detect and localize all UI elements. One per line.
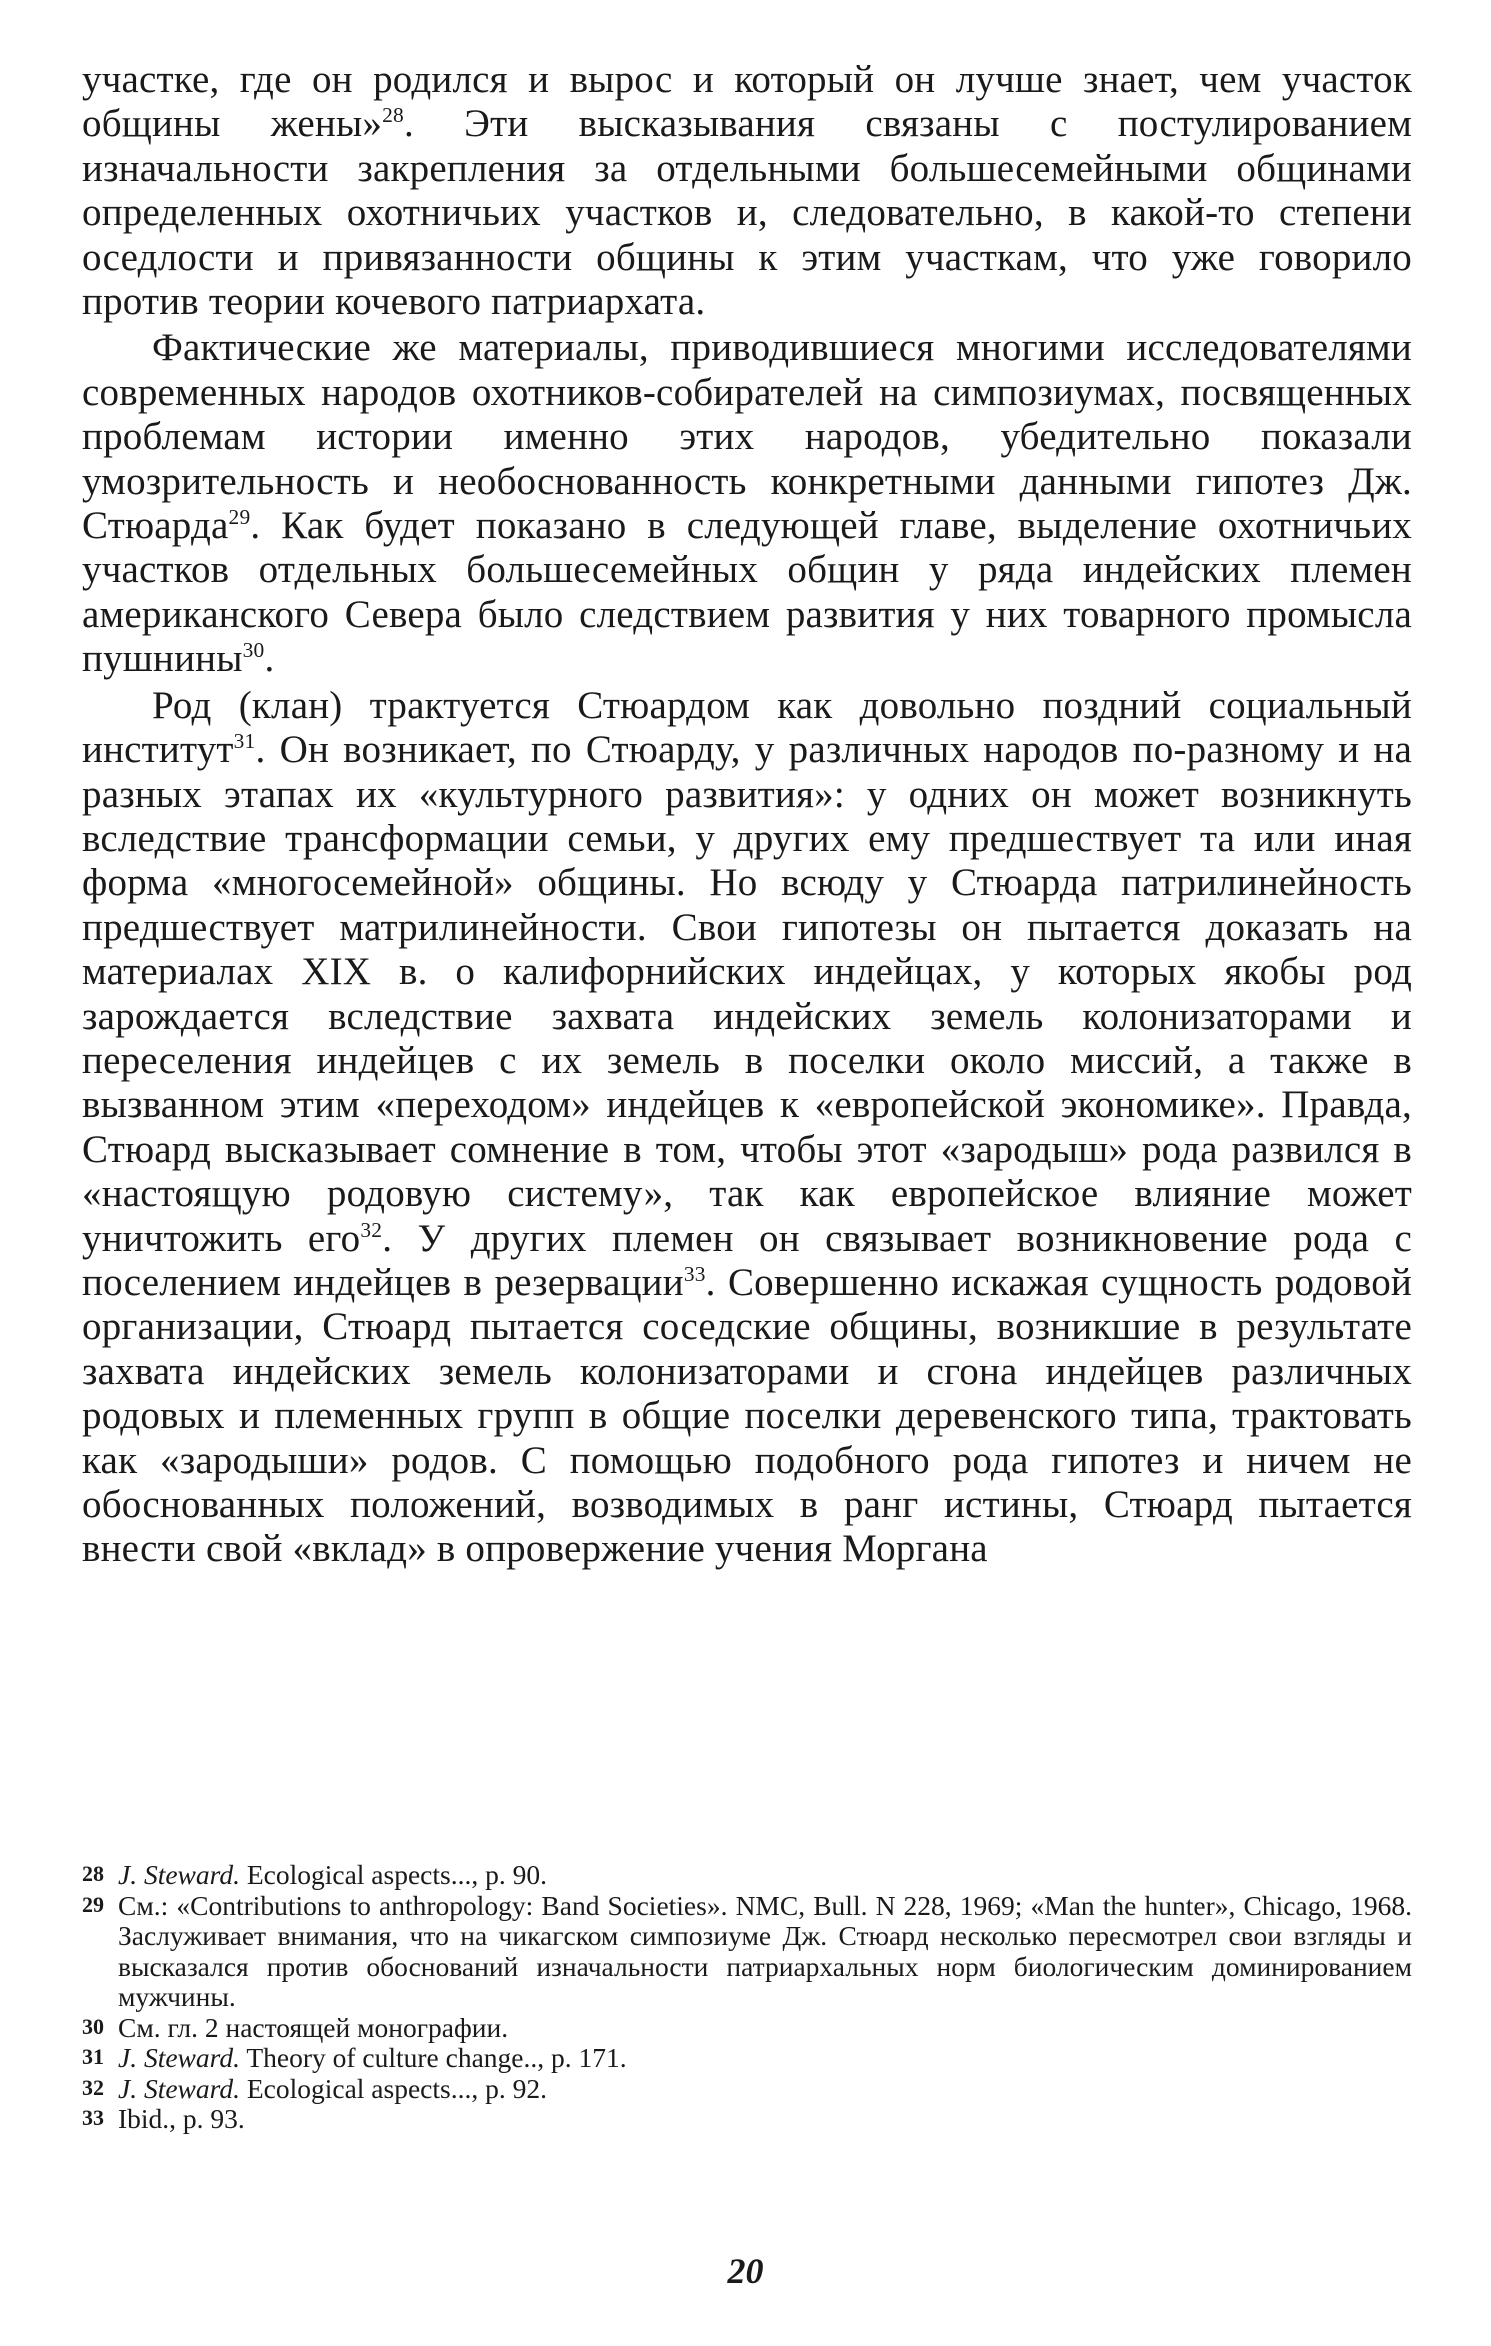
page-number: 20 [727, 2251, 764, 2291]
text-run: Род (клан) трактуется Стюардом как довольно поздний социальный институт [82, 683, 1412, 772]
footnote [82, 2043, 1412, 2074]
footnote-text [118, 2104, 1412, 2135]
footnote-number: 29 [82, 1891, 104, 1917]
footnote-reference: 33 [683, 1261, 706, 1286]
text-run: См. гл. 2 настоящей монографии. [118, 2011, 509, 2043]
footnote-number: 30 [82, 2013, 104, 2039]
footnote [82, 1860, 1412, 1891]
text-run: . Эти высказывания связаны с постулированием изначальности закрепления за отдельными большесемейными общинами определенных охотничьих участков и, следовательно, в какой-то степени оседлости и привязанности общины к этим участкам, что уже говорило против теории кочевого патриархата. [82, 102, 1412, 324]
footnotes [82, 1860, 1412, 2135]
text-run: Ecological aspects..., p. 92. [239, 2072, 547, 2104]
paragraph [82, 684, 1412, 1572]
paragraph [82, 58, 1412, 324]
text-run: . Совершенно искажая сущность родовой организации, Стюард пытается соседские общины, возникшие в результате захвата индейских земель колонизаторами и сгона индейцев различных родовых и племенных групп в общие поселки деревенского типа, трактовать как «зародыши» родов. С помощью подобного рода гипотез и ничем не обоснованных положений, возводимых в ранг истины, Стюард пытается внести свой «вклад» в опровержение учения Моргана [82, 1260, 1412, 1571]
text-run: . У других племен он связывает возникновение рода с поселением индейцев в резервации [82, 1216, 1412, 1304]
text-run: участке, где он родился и вырос и который он лучше знает, чем участок общины жены» [82, 58, 1412, 146]
text-run: . Он возникает, по Стюарду, у различных народов по-разному и на разных этапах их «культурного развития»: у одних он может возникнуть вследствие трансформации семьи, у других ему предшествует та или иная форма «многосемейной» общины. Но всюду у Стюарда патрилинейность предшествует матрилинейности. Свои гипотезы он пытается доказать на материалах XIX в. о калифорнийских индейцах, у которых якобы род зарождается вследствие захвата индейских земель колонизаторами и переселения индейцев с их земель в поселки около миссий, а также в вызванном этим «переходом» индейцев к «европейской экономике». Правда, Стюард высказывает сомнение в том, чтобы этот «зародыш» рода развился в «настоящую родовую систему», так как европейское влияние может уничтожить его [82, 728, 1412, 1260]
footnote-text [118, 2074, 1412, 2105]
author-name: J. Steward. [118, 1859, 240, 1890]
footnote-number: 31 [82, 2044, 104, 2069]
footnote-text [118, 2043, 1412, 2074]
text-run: Ibid., p. 93. [118, 2103, 245, 2134]
footnote-number: 33 [82, 2105, 104, 2130]
main-text [82, 58, 1412, 1572]
text-run: Theory of culture change.., p. 171. [239, 2042, 627, 2073]
footnote-reference: 28 [382, 103, 404, 128]
footnote-reference: 32 [360, 1217, 383, 1242]
text-run: См.: «Contributions to anthropology: Band Societies». NMC, Bull. N 228, 1969; «Man the hunter», Chicago, 1968. Заслуживает внимания, что на чикагском симпозиуме Дж. Стюард несколько пересмотрел свои взгляды и высказался против обоснований изначальности патриархальных норм биологическим доминированием мужчины. [118, 1889, 1412, 2012]
footnote [82, 2104, 1412, 2135]
author-name: J. Steward. [118, 2072, 240, 2104]
footnote-reference: 29 [228, 505, 251, 530]
footnote [82, 1891, 1412, 2013]
text-run: Фактические же материалы, приводившиеся многими исследователями современных народов охотников-собирателей на симпозиумах, посвященных проблемам истории именно этих народов, убедительно показали умозрительность и необоснованность конкретными данными гипотез Дж. Стюарда [82, 326, 1412, 548]
text-run: Ecological aspects..., p. 90. [239, 1859, 547, 1890]
text-run: . [264, 637, 275, 681]
footnote-number: 28 [82, 1861, 104, 1886]
author-name: J. Steward. [118, 2042, 240, 2073]
footnote-reference: 31 [233, 729, 256, 754]
paragraph [82, 326, 1412, 681]
footnote [82, 2074, 1412, 2105]
footnote-text [118, 1860, 1412, 1891]
footnote-text [118, 2013, 1412, 2044]
footnote-text [118, 1891, 1412, 2013]
footnote [82, 2013, 1412, 2044]
text-run: . Как будет показано в следующей главе, выделение охотничьих участков отдельных большесемейных общин у ряда индейских племен американского Севера было следствием развития у них товарного промысла пушнины [82, 504, 1412, 681]
footnote-number: 32 [82, 2074, 104, 2100]
footnote-reference: 30 [242, 638, 265, 663]
